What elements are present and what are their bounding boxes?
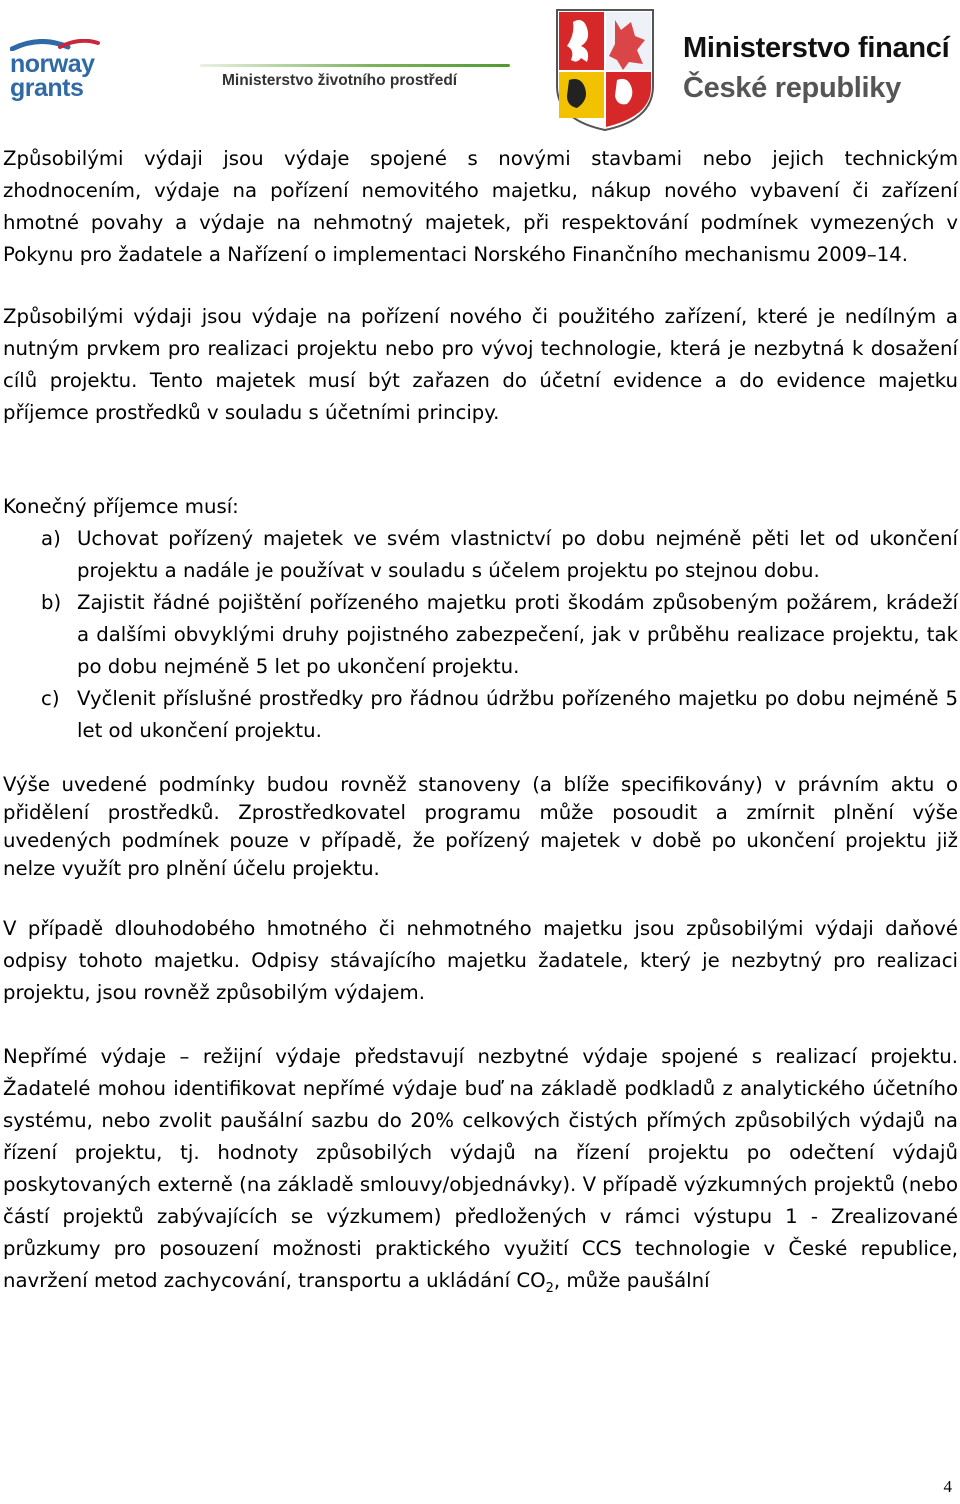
list-item [3,587,958,683]
indirect-costs-tail: , může paušální [553,1269,710,1292]
paragraph-equipment: Způsobilými výdaji jsou výdaje na pořízení nového či použitého zařízení, které je nedílným a nutným prvkem pro realizaci projektu nebo pro vývoj technologie, která je nezbytná k dosažení cílů projektu. Tento majetek musí být zařazen do účetní evidence a do evidence majetku příjemce prostředků v souladu s účetními principy. [3,305,958,424]
paragraph-conditions: Výše uvedené podmínky budou rovněž stanoveny (a blíže specifikovány) v právním aktu o přidělení prostředků. Zprostředkovatel programu může posoudit a zmírnit plnění výše uvedených podmínek pouze v případě, že pořízený majetek v době po ukončení projektu již nelze využít pro plnění účelu projektu. [3,773,958,880]
page-number: 4 [943,1477,952,1496]
document-body [3,143,958,1305]
indirect-costs-text: Nepřímé výdaje – režijní výdaje představují nezbytné výdaje spojené s realizací projektu. Žadatelé mohou identifikovat nepřímé výdaje buď na základě podkladů z analytického účetního systému, nebo zvolit paušální sazbu do 20% celkových čistých přímých způsobilých výdajů na řízení projektu, tj. hodnoty způsobilých výdajů na řízení projektu po odečtení výdajů poskytovaných externě (na základě smlouvy/objednávky). V případě výzkumných projektů (nebo částí projektů zabývajících se výzkumem) předložených v rámci výstupu 1 - Zrealizované průzkumy pro posouzení možnosti praktického využití CCS technologie v České republice, navržení metod zachycování, transportu a ukládání CO [3,1045,959,1292]
mf-subtitle: České republiky [683,72,901,104]
obligations-list [3,523,958,747]
norway-logo-line1: norway [10,50,95,78]
paragraph-eligible-costs: Způsobilými výdaji jsou výdaje spojené s novými stavbami nebo jejich technickým zhodnocením, výdaje na pořízení nemovitého majetku, nákup nového vybavení či zařízení hmotné povahy a výdaje na nehmotný majetek, při respektování podmínek vymezených v Pokynu pro žadatele a Nařízení o implementaci Norského Finančního mechanismu 2009–14. [3,147,958,266]
paragraph-recipient-must: Konečný příjemce musí: [3,495,239,518]
co2-subscript: 2 [545,1280,554,1296]
norway-logo-line2: grants [10,74,84,102]
coat-of-arms-icon [555,8,655,132]
list-item [3,523,958,587]
paragraph-depreciation: V případě dlouhodobého hmotného či nehmotného majetku jsou způsobilými výdaji daňové odpisy tohoto majetku. Odpisy stávajícího majetku žadatele, který je nezbytný pro realizaci projektu, jsou rovněž způsobilým výdajem. [3,917,958,1004]
list-marker: b) [41,591,62,614]
list-item-text: Vyčlenit příslušné prostředky pro řádnou údržbu pořízeného majetku po dobu nejméně 5 let od ukončení projektu. [77,687,958,742]
mzp-logo-text: Ministerstvo životního prostředí [222,72,458,89]
mf-title: Ministerstvo financí [683,32,950,64]
list-marker: a) [41,527,61,550]
list-item [3,683,958,747]
norway-grants-logo [10,36,120,102]
paragraph-indirect-costs [3,1041,958,1305]
list-item-text: Zajistit řádné pojištění pořízeného majetku proti škodám způsobeným požárem, krádeží a dalšími obvyklými druhy pojistného zabezpečení, jak v průběhu realizace projektu, tak po dobu nejméně 5 let po ukončení projektu. [77,591,958,678]
list-marker: c) [41,687,60,710]
page-header [0,0,960,135]
list-item-text: Uchovat pořízený majetek ve svém vlastnictví po dobu nejméně pěti let od ukončení projektu a nadále je používat v souladu s účelem projektu po stejnou dobu. [77,527,958,582]
mzp-logo-bar [200,64,510,67]
